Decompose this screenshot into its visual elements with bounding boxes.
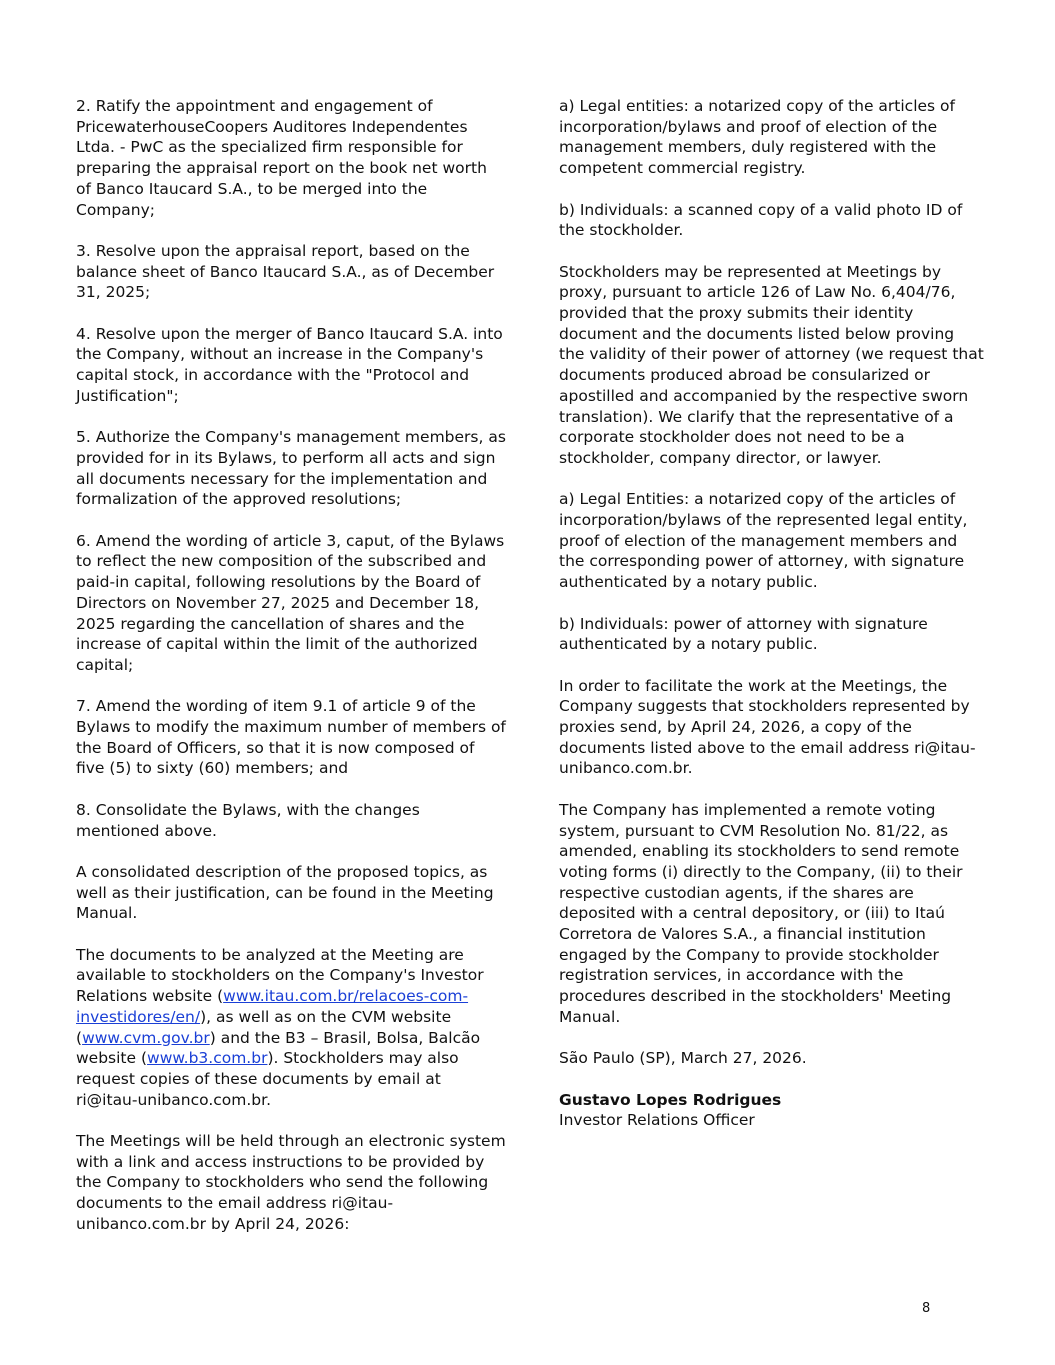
- right-column: [559, 96, 984, 1152]
- agenda-item-4: 4. Resolve upon the merger of Banco Itaucard S.A. into the Company, without an increase in the Company's capital stock, in accordance with the "Protocol and Justification";: [76, 324, 503, 405]
- consolidated-description-paragraph: A consolidated description of the proposed topics, as well as their justification, can be found in the Meeting Manual.: [76, 862, 494, 923]
- proxy-paragraph: Stockholders may be represented at Meetings by proxy, pursuant to article 126 of Law No. 6,404/76, provided that the proxy submits their identity document and the documents listed below proving the validity of their power of attorney (we request that documents produced abroad be consularized or apostilled and accompanied by the respective sworn translation). We clarify that the representative of a corporate stockholder does not need to be a stockholder, company director, or lawyer.: [559, 262, 984, 467]
- cvm-link[interactable]: www.cvm.gov.br: [82, 1028, 210, 1047]
- page-number: 8: [922, 1301, 931, 1316]
- documents-text-2: ), as well as on the CVM website (: [76, 1007, 452, 1047]
- signer-name: Gustavo Lopes Rodrigues: [559, 1090, 782, 1109]
- remote-voting-paragraph: The Company has implemented a remote voting system, pursuant to CVM Resolution No. 81/22, as amended, enabling its stockholders to send remote voting forms (i) directly to the Company, (ii) to their respective custodian agents, if the shares are deposited with a central depository, or (iii) to Itaú Corretora de Valores S.A., a financial institution engaged by the Company to provide stockholder registration services, in accordance with the procedures described in the stockholders' Meeting Manual.: [559, 800, 963, 1026]
- documents-text-1: The documents to be analyzed at the Meeting are available to stockholders on the Company's Investor Relations website (: [76, 945, 484, 1006]
- agenda-item-8: 8. Consolidate the Bylaws, with the changes mentioned above.: [76, 800, 420, 840]
- documents-text-3: ) and the B3 – Brasil, Bolsa, Balcão website (: [76, 1028, 481, 1068]
- documents-text-4: ). Stockholders may also request copies of these documents by email at ri@itau-unibanco.com.br.: [76, 1049, 459, 1109]
- agenda-item-7: 7. Amend the wording of item 9.1 of article 9 of the Bylaws to modify the maximum number of members of the Board of Officers, so that it is now composed of five (5) to sixty (60) members; and: [76, 697, 506, 778]
- itau-ir-link[interactable]: www.itau.com.br/relacoes-com-investidores/en/: [76, 987, 469, 1026]
- left-column: [76, 96, 506, 1255]
- agenda-item-5: 5. Authorize the Company's management members, as provided for in its Bylaws, to perform all acts and sign all documents necessary for the implementation and formalization of the approved resolutions;: [76, 428, 506, 509]
- b3-link[interactable]: www.b3.com.br: [147, 1049, 268, 1068]
- legal-entities-requirement: a) Legal entities: a notarized copy of the articles of incorporation/bylaws and proof of election of the management members, duly registered with the competent commercial registry.: [559, 97, 955, 178]
- agenda-item-2: 2. Ratify the appointment and engagement of PricewaterhouseCoopers Auditores Independentes Ltda. - PwC as the specialized firm responsible for preparing the appraisal report on the book net worth of Banco Itaucard S.A., to be merged into the Company;: [76, 97, 487, 219]
- documents-availability-paragraph: [76, 945, 506, 1111]
- agenda-item-3: 3. Resolve upon the appraisal report, based on the balance sheet of Banco Itaucard S.A., as of December 31, 2025;: [76, 241, 495, 302]
- facilitate-paragraph: In order to facilitate the work at the Meetings, the Company suggests that stockholders represented by proxies send, by April 24, 2026, a copy of the documents listed above to the email address ri@itau-unibanco.com.br.: [559, 676, 976, 778]
- proxy-legal-entities-requirement: a) Legal Entities: a notarized copy of the articles of incorporation/bylaws of the represented legal entity, proof of election of the management members and the corresponding power of attorney, with signature authenticated by a notary public.: [559, 490, 968, 592]
- signer-title: Investor Relations Officer: [559, 1111, 755, 1130]
- agenda-item-6: 6. Amend the wording of article 3, caput, of the Bylaws to reflect the new composition of the subscribed and paid-in capital, following resolutions by the Board of Directors on November 27, 2025 and December 18, 2025 regarding the cancellation of shares and the increase of capital within the limit of the authorized capital;: [76, 531, 505, 674]
- proxy-individuals-requirement: b) Individuals: power of attorney with signature authenticated by a notary public.: [559, 614, 928, 654]
- electronic-system-paragraph: The Meetings will be held through an electronic system with a link and access instructions to be provided by the Company to stockholders who send the following documents to the email address ri@itau-unibanco.com.br by April 24, 2026:: [76, 1132, 506, 1233]
- place-date: São Paulo (SP), March 27, 2026.: [559, 1049, 807, 1068]
- individuals-requirement: b) Individuals: a scanned copy of a valid photo ID of the stockholder.: [559, 200, 963, 240]
- signature-block: [559, 1090, 984, 1131]
